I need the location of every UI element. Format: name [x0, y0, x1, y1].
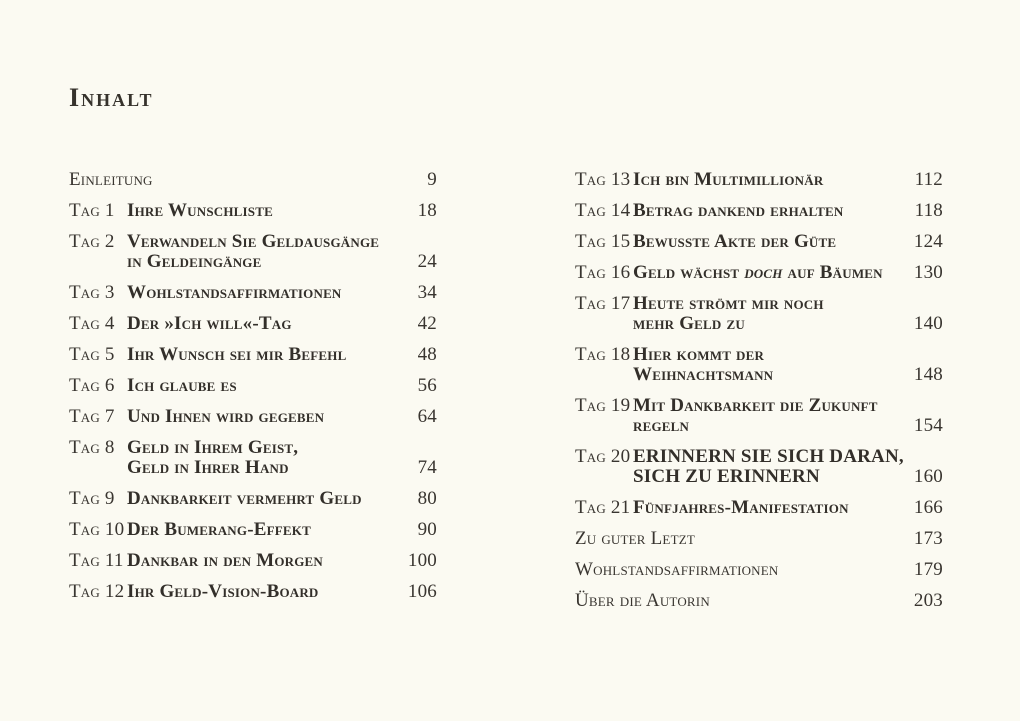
- toc-entry-title: [633, 498, 904, 518]
- toc-entry: [69, 170, 437, 190]
- toc-entry-page-number: 18: [417, 200, 437, 221]
- toc-entry: [69, 314, 437, 334]
- toc-entry-day-label: Tag 14: [575, 200, 631, 221]
- toc-entry-day-label: Tag 11: [69, 550, 124, 571]
- toc-title-line: [127, 252, 408, 272]
- toc-title-text: Ich glaube es: [127, 375, 237, 396]
- toc-entry: [69, 201, 437, 221]
- toc-entry-title: [127, 232, 408, 272]
- toc-entry-page-number: 24: [417, 251, 437, 272]
- toc-title-line: [575, 529, 904, 549]
- toc-entry: [69, 345, 437, 365]
- toc-title-text: Ihre Wunschliste: [127, 200, 273, 221]
- toc-title-line: [127, 283, 408, 303]
- toc-entry-page-number: 42: [417, 313, 437, 334]
- toc-title-text: Einleitung: [69, 169, 153, 190]
- toc-title-text: Dankbarkeit vermehrt Geld: [127, 488, 362, 509]
- toc-title-line: [127, 314, 408, 334]
- toc-entry: [69, 232, 437, 272]
- toc-title-text: Geld in Ihrer Hand: [127, 457, 289, 478]
- toc-title-text: SICH ZU ERINNERN: [633, 466, 820, 487]
- toc-title-line: [633, 170, 905, 190]
- toc-entry-day-label: Tag 13: [575, 169, 631, 190]
- toc-entry: [575, 591, 943, 611]
- toc-entry: [69, 438, 437, 478]
- toc-entry: [575, 396, 943, 436]
- toc-entry: [575, 232, 943, 252]
- toc-title-text: Geld in Ihrem Geist,: [127, 437, 299, 458]
- toc-entry-day-label: Tag 16: [575, 262, 631, 283]
- toc-title-line: [633, 498, 904, 518]
- toc-title-text: Heute strömt mir noch: [633, 293, 824, 314]
- toc-entry-title: [127, 438, 408, 478]
- toc-entry-day-label: Tag 5: [69, 344, 115, 365]
- toc-entry-page-number: 124: [913, 231, 943, 252]
- toc-title-line: [633, 294, 904, 314]
- toc-title-line: [127, 438, 408, 458]
- toc-entry-page-number: 203: [913, 590, 943, 611]
- toc-entry-day-label: Tag 9: [69, 488, 115, 509]
- toc-title-text: Fünfjahres-Manifestation: [633, 497, 849, 518]
- toc-entry: [575, 498, 943, 518]
- toc-title-line: [633, 396, 904, 416]
- toc-entry-title: [633, 263, 904, 283]
- toc-entry: [575, 201, 943, 221]
- toc-entry-page-number: 34: [417, 282, 437, 303]
- toc-entry-title: [575, 529, 904, 549]
- toc-entry-day-label: Tag 18: [575, 344, 631, 365]
- toc-title-line: [633, 365, 904, 385]
- toc-entry-day-label: Tag 4: [69, 313, 115, 334]
- toc-entry: [69, 489, 437, 509]
- toc-entry-day-label: Tag 2: [69, 231, 115, 252]
- toc-entry: [575, 529, 943, 549]
- toc-title-line: [575, 591, 904, 611]
- toc-title-text: Ihr Geld-Vision-Board: [127, 581, 319, 602]
- toc-title-line: [127, 376, 408, 396]
- toc-title-line: [127, 551, 398, 571]
- toc-entry-title: [127, 376, 408, 396]
- toc-entry-title: [633, 294, 904, 334]
- toc-title-line: [633, 416, 904, 436]
- toc-entry-title: [69, 170, 417, 190]
- toc-entry: [575, 170, 943, 190]
- toc-title-text: Ihr Wunsch sei mir Befehl: [127, 344, 347, 365]
- toc-title-text: ERINNERN SIE SICH DARAN,: [633, 446, 904, 467]
- toc-entry-page-number: 106: [407, 581, 437, 602]
- toc-title-text: Verwandeln Sie Geldausgänge: [127, 231, 380, 252]
- toc-title-text: Über die Autorin: [575, 590, 710, 611]
- toc-entry-page-number: 179: [913, 559, 943, 580]
- toc-entry-page-number: 160: [913, 466, 943, 487]
- toc-column-left: [69, 170, 437, 622]
- toc-column-right: [575, 170, 943, 622]
- toc-title-line: [127, 201, 408, 221]
- toc-entry-title: [575, 591, 904, 611]
- toc-title-line: [127, 345, 408, 365]
- toc-title-text: Betrag dankend erhalten: [633, 200, 844, 221]
- toc-title-line: [127, 407, 408, 427]
- toc-title-line: [575, 560, 904, 580]
- toc-entry: [69, 283, 437, 303]
- toc-title-text: regeln: [633, 415, 690, 436]
- toc-title-line: [633, 201, 905, 221]
- toc-entry-day-label: Tag 21: [575, 497, 631, 518]
- toc-entry-title: [633, 447, 904, 487]
- page-title: Inhalt: [69, 83, 154, 112]
- toc-entry-page-number: 112: [914, 169, 943, 190]
- toc-entry-title: [127, 520, 408, 540]
- toc-title-text: Wohlstandsaffirmationen: [127, 282, 342, 303]
- toc-entry: [69, 520, 437, 540]
- toc-title-text: Mit Dankbarkeit die Zukunft: [633, 395, 878, 416]
- toc-entry-title: [633, 201, 905, 221]
- toc-title-line: [633, 467, 904, 487]
- toc-entry-title: [127, 551, 398, 571]
- toc-title-text: Dankbar in den Morgen: [127, 550, 324, 571]
- toc-title-text: Der Bumerang-Effekt: [127, 519, 311, 540]
- toc-entry: [575, 263, 943, 283]
- toc-entry-day-label: Tag 1: [69, 200, 115, 221]
- toc-entry-page-number: 56: [417, 375, 437, 396]
- toc-entry-page-number: 48: [417, 344, 437, 365]
- toc-title-line: [633, 314, 904, 334]
- toc-title-text: Geld wächst: [633, 262, 745, 283]
- toc-entry-page-number: 118: [914, 200, 943, 221]
- toc-entry: [575, 345, 943, 385]
- toc-title-line: [127, 232, 408, 252]
- toc-title-text: mehr Geld zu: [633, 313, 745, 334]
- toc-entry-page-number: 166: [913, 497, 943, 518]
- toc-title-text: Bewusste Akte der Güte: [633, 231, 837, 252]
- toc-entry: [575, 447, 943, 487]
- toc-entry-title: [127, 345, 408, 365]
- toc-title-line: [127, 489, 408, 509]
- toc-entry-page-number: 154: [913, 415, 943, 436]
- toc-entry-page-number: 64: [417, 406, 437, 427]
- toc-entry-title: [127, 201, 408, 221]
- toc-entry-page-number: 100: [407, 550, 437, 571]
- toc-entry-title: [127, 314, 408, 334]
- toc-entry: [69, 582, 437, 602]
- toc-title-text: Wohlstandsaffirmationen: [575, 559, 779, 580]
- toc-entry-page-number: 130: [913, 262, 943, 283]
- toc-entry-day-label: Tag 20: [575, 446, 631, 467]
- toc-title-text: Zu guter Letzt: [575, 528, 695, 549]
- toc-entry: [575, 560, 943, 580]
- toc-entry: [69, 551, 437, 571]
- toc-entry-title: [575, 560, 904, 580]
- toc-entry-day-label: Tag 6: [69, 375, 115, 396]
- toc-title-text: Weihnachtsmann: [633, 364, 774, 385]
- toc-entry-day-label: Tag 10: [69, 519, 125, 540]
- toc-entry-title: [127, 283, 408, 303]
- toc-title-text: Und Ihnen wird gegeben: [127, 406, 325, 427]
- toc-title-line: [633, 447, 904, 467]
- toc-entry-day-label: Tag 19: [575, 395, 631, 416]
- toc-title-line: [127, 582, 398, 602]
- toc-title-text: in Geldeingänge: [127, 251, 262, 272]
- toc-title-line: [633, 232, 904, 252]
- toc-entry: [69, 376, 437, 396]
- toc-columns: [69, 170, 1020, 622]
- toc-entry-title: [127, 489, 408, 509]
- toc-title-italic-word: doch: [744, 262, 783, 283]
- toc-title-line: [127, 458, 408, 478]
- toc-entry-day-label: Tag 3: [69, 282, 115, 303]
- toc-entry-page-number: 9: [427, 169, 437, 190]
- toc-entry-title: [633, 396, 904, 436]
- toc-entry-page-number: 173: [913, 528, 943, 549]
- toc-entry-title: [633, 232, 904, 252]
- toc-entry-page-number: 74: [417, 457, 437, 478]
- toc-entry-page-number: 140: [913, 313, 943, 334]
- toc-title-line: [69, 170, 417, 190]
- toc-entry-page-number: 148: [913, 364, 943, 385]
- toc-title-line: [127, 520, 408, 540]
- toc-entry-day-label: Tag 8: [69, 437, 115, 458]
- toc-entry-title: [127, 407, 408, 427]
- toc-entry-day-label: Tag 15: [575, 231, 631, 252]
- toc-entry: [69, 407, 437, 427]
- toc-title-text: Hier kommt der: [633, 344, 765, 365]
- toc-title-text: Ich bin Multimillionär: [633, 169, 824, 190]
- toc-title-line: [633, 263, 904, 283]
- toc-entry-day-label: Tag 17: [575, 293, 631, 314]
- toc-entry-day-label: Tag 7: [69, 406, 115, 427]
- toc-entry-page-number: 90: [417, 519, 437, 540]
- toc-entry-title: [633, 170, 905, 190]
- toc-title-text: auf Bäumen: [782, 262, 883, 283]
- toc-entry-day-label: Tag 12: [69, 581, 125, 602]
- toc-entry: [575, 294, 943, 334]
- toc-entry-page-number: 80: [417, 488, 437, 509]
- toc-entry-title: [127, 582, 398, 602]
- toc-title-line: [633, 345, 904, 365]
- toc-entry-title: [633, 345, 904, 385]
- toc-title-text: Der »Ich will«-Tag: [127, 313, 292, 334]
